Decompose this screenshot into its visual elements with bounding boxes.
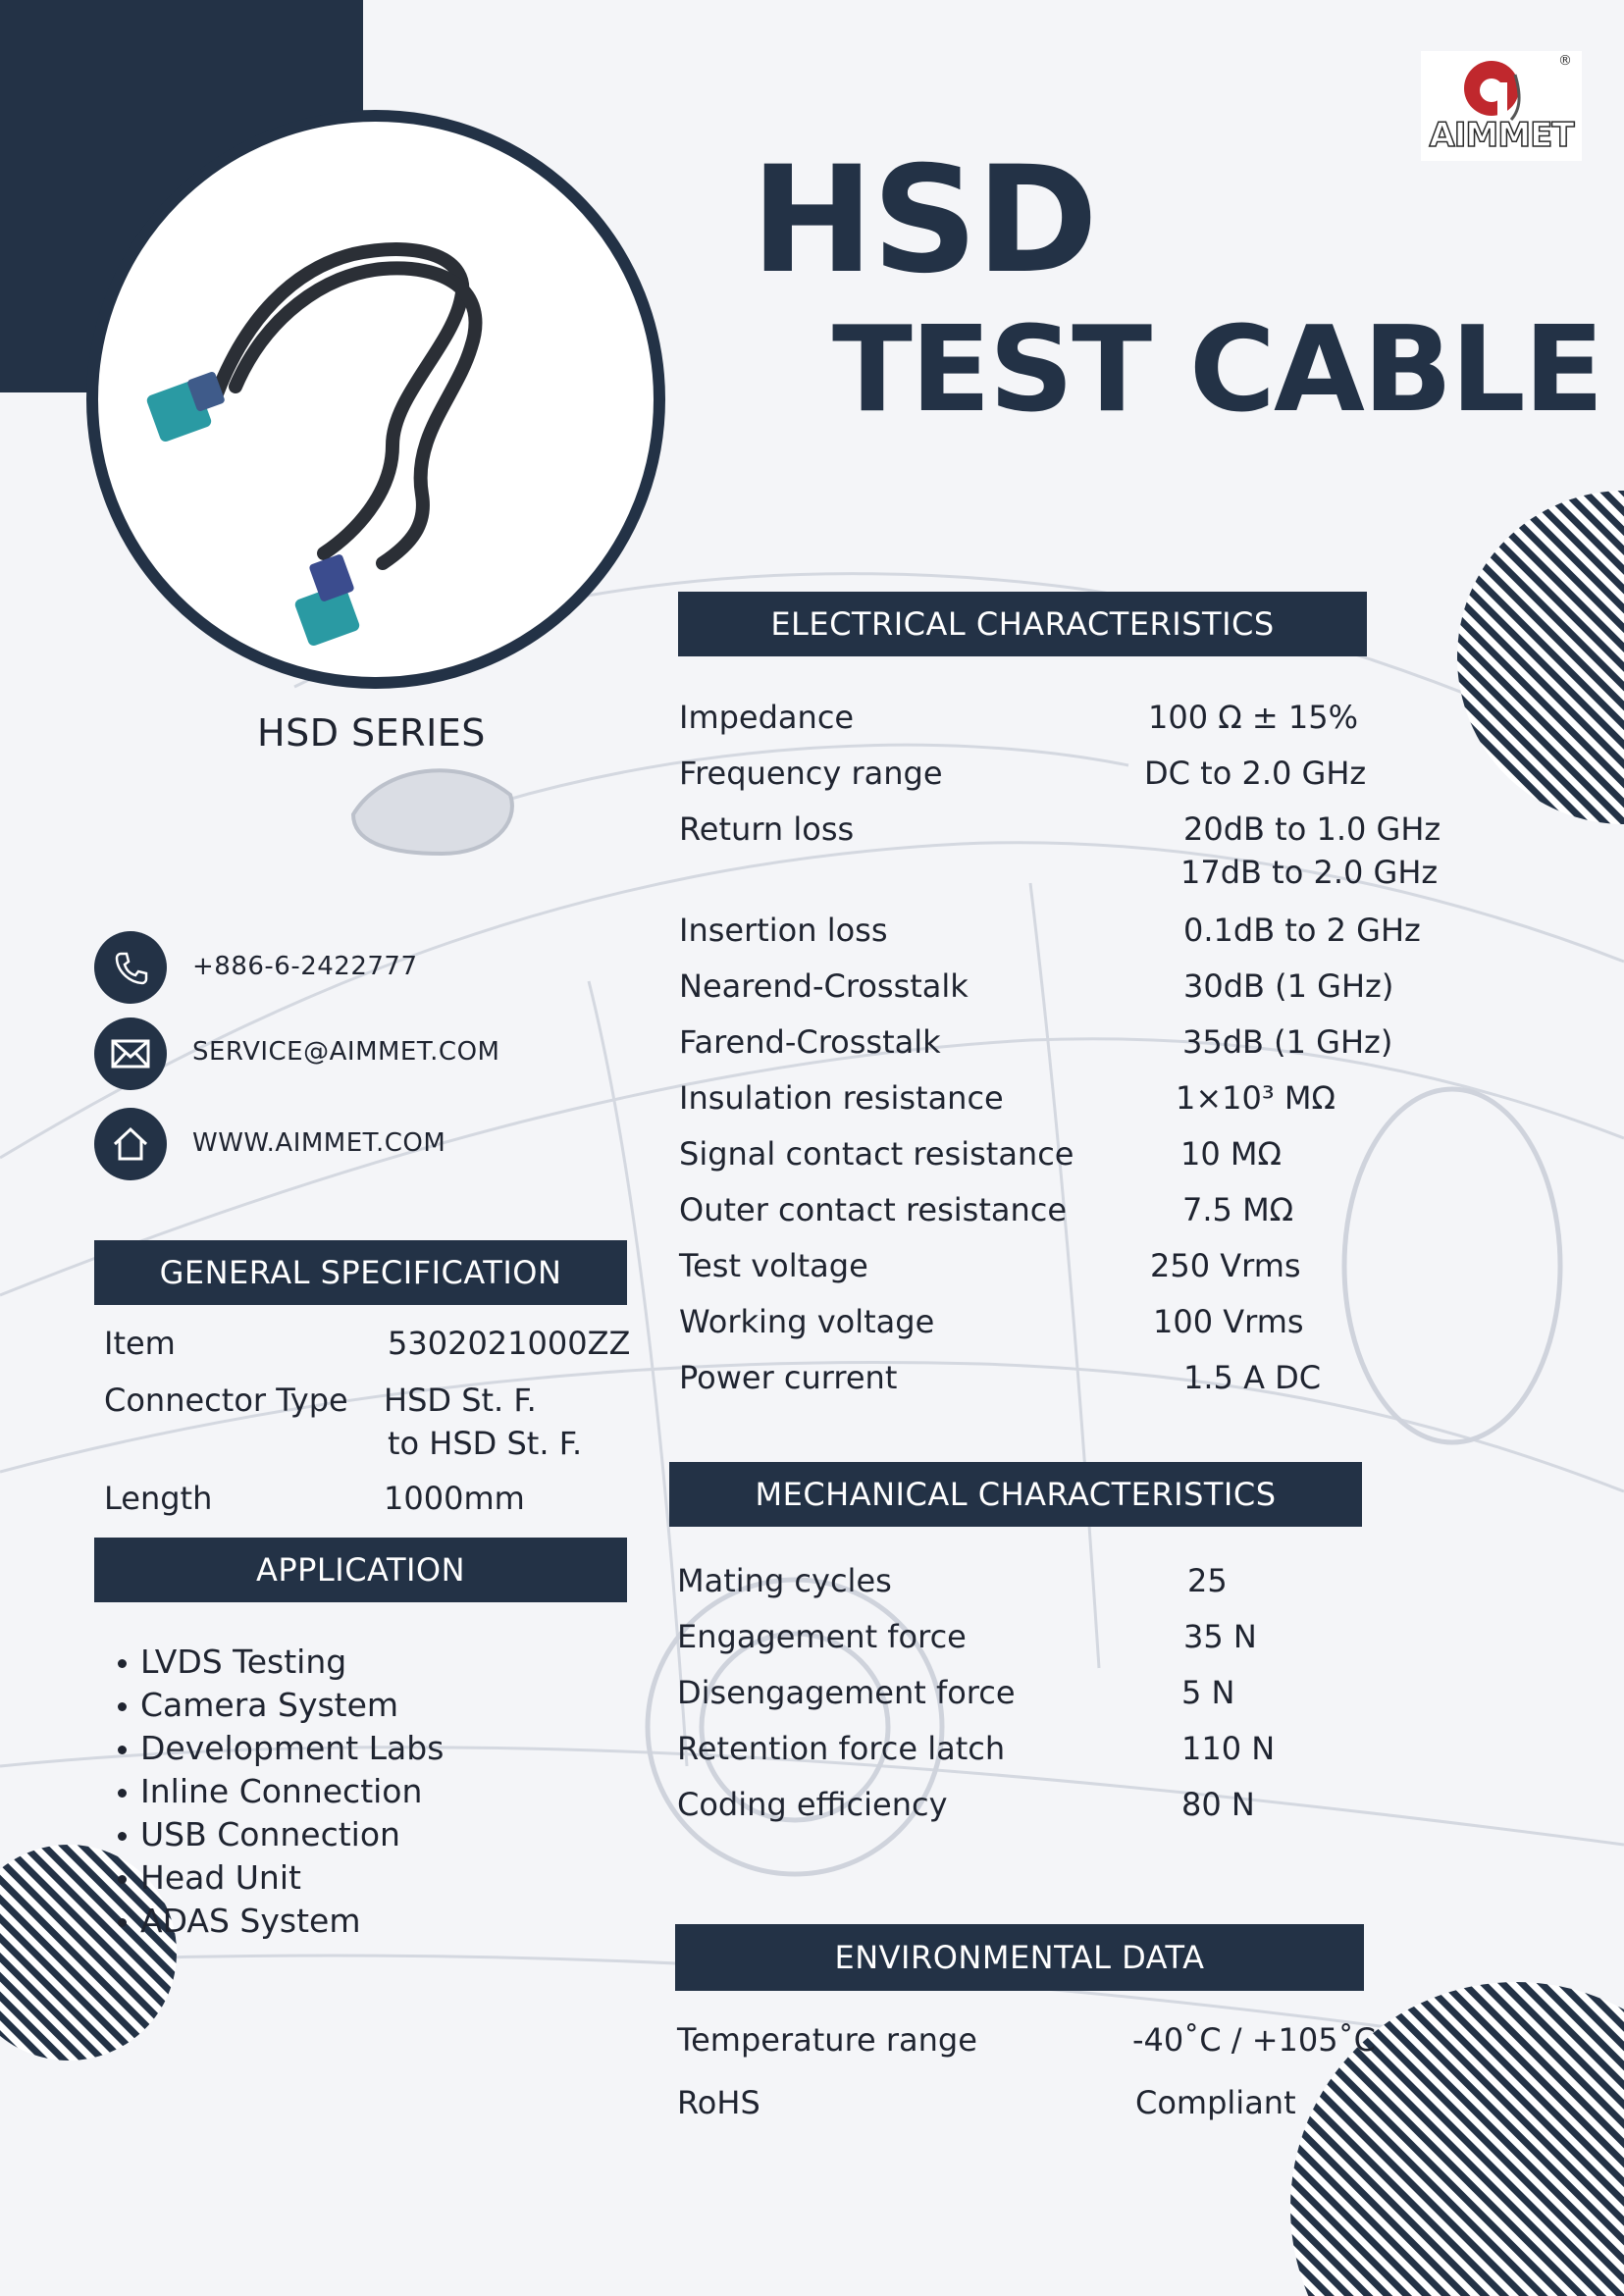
electrical-row-label: Insulation resistance [679,1079,1004,1117]
electrical-row-value: 7.5 MΩ [1182,1191,1294,1228]
electrical-row-label: Nearend-Crosstalk [679,967,969,1005]
phone-icon [94,931,167,1004]
spec-row-value: 5302021000ZZ [388,1325,631,1362]
electrical-row-label: Working voltage [679,1303,935,1340]
mechanical-row-label: Disengagement force [677,1674,1016,1711]
electrical-row-label: Insertion loss [679,912,888,949]
list-item: ADAS System [118,1900,444,1943]
electrical-row-value: 1.5 A DC [1183,1359,1322,1396]
mechanical-row-value: 35 N [1183,1618,1257,1655]
electrical-row-label: Signal contact resistance [679,1135,1074,1173]
mechanical-characteristics-heading: MECHANICAL CHARACTERISTICS [669,1462,1362,1527]
electrical-row-value: 30dB (1 GHz) [1183,967,1394,1005]
application-list [118,1641,444,1943]
cable-product-image [98,122,654,677]
spec-row-label: Item [104,1325,176,1362]
contact-website: WWW.AIMMET.COM [192,1128,446,1158]
contact-email: SERVICE@AIMMET.COM [192,1037,500,1067]
spec-row-value: HSD St. F. [384,1382,537,1419]
list-item: USB Connection [118,1813,444,1856]
mechanical-row-value: 110 N [1181,1730,1276,1767]
list-item: Inline Connection [118,1770,444,1813]
spec-row-value-line2: to HSD St. F. [388,1425,583,1462]
page-title-line2: TEST CABLE [832,302,1602,439]
spec-row-label: Connector Type [104,1382,348,1419]
mechanical-row-value: 25 [1187,1562,1228,1599]
electrical-row-value: 10 MΩ [1180,1135,1282,1173]
electrical-row-label: Power current [679,1359,898,1396]
electrical-row-value: 100 Vrms [1153,1303,1304,1340]
electrical-row-label: Return loss [679,810,855,848]
electrical-row-value: DC to 2.0 GHz [1144,755,1367,792]
environmental-row-value: -40˚C / +105˚C [1132,2021,1376,2059]
list-item: LVDS Testing [118,1641,444,1684]
aimmet-logo [1421,51,1582,161]
product-photo-frame [86,110,665,689]
mechanical-row-label: Mating cycles [677,1562,892,1599]
electrical-row-label: Frequency range [679,755,943,792]
registered-mark: ® [1558,53,1572,69]
contact-phone: +886-6-2422777 [192,952,418,981]
electrical-characteristics-heading: ELECTRICAL CHARACTERISTICS [678,592,1367,656]
series-label: HSD SERIES [257,711,486,755]
environmental-data-heading: ENVIRONMENTAL DATA [675,1924,1364,1991]
electrical-row-value-line2: 17dB to 2.0 GHz [1180,854,1439,891]
hatched-circle-right [1457,491,1624,824]
electrical-row-value: 1×10³ MΩ [1176,1079,1336,1117]
mechanical-row-label: Engagement force [677,1618,967,1655]
list-item: Camera System [118,1684,444,1727]
home-icon [94,1108,167,1180]
list-item: Head Unit [118,1856,444,1900]
logo-text: AIMMET [1429,116,1574,155]
electrical-row-value: 20dB to 1.0 GHz [1183,810,1441,848]
electrical-row-value: 0.1dB to 2 GHz [1183,912,1421,949]
environmental-row-label: RoHS [677,2084,760,2121]
electrical-row-label: Farend-Crosstalk [679,1023,941,1061]
mechanical-row-label: Retention force latch [677,1730,1006,1767]
mail-icon [94,1018,167,1090]
spec-row-value: 1000mm [384,1480,525,1517]
electrical-row-label: Impedance [679,699,855,736]
mechanical-row-label: Coding efficiency [677,1786,948,1823]
mechanical-row-value: 80 N [1181,1786,1255,1823]
electrical-row-label: Test voltage [679,1247,868,1284]
logo-mark-icon [1460,55,1539,122]
spec-row-label: Length [104,1480,213,1517]
page-title-line1: HSD [751,135,1097,306]
electrical-row-label: Outer contact resistance [679,1191,1068,1228]
general-specification-heading: GENERAL SPECIFICATION [94,1240,627,1305]
electrical-row-value: 100 Ω ± 15% [1148,699,1358,736]
electrical-row-value: 250 Vrms [1150,1247,1301,1284]
mechanical-row-value: 5 N [1181,1674,1235,1711]
environmental-row-value: Compliant [1135,2084,1296,2121]
application-heading: APPLICATION [94,1538,627,1602]
electrical-row-value: 35dB (1 GHz) [1182,1023,1393,1061]
list-item: Development Labs [118,1727,444,1770]
environmental-row-label: Temperature range [677,2021,977,2059]
